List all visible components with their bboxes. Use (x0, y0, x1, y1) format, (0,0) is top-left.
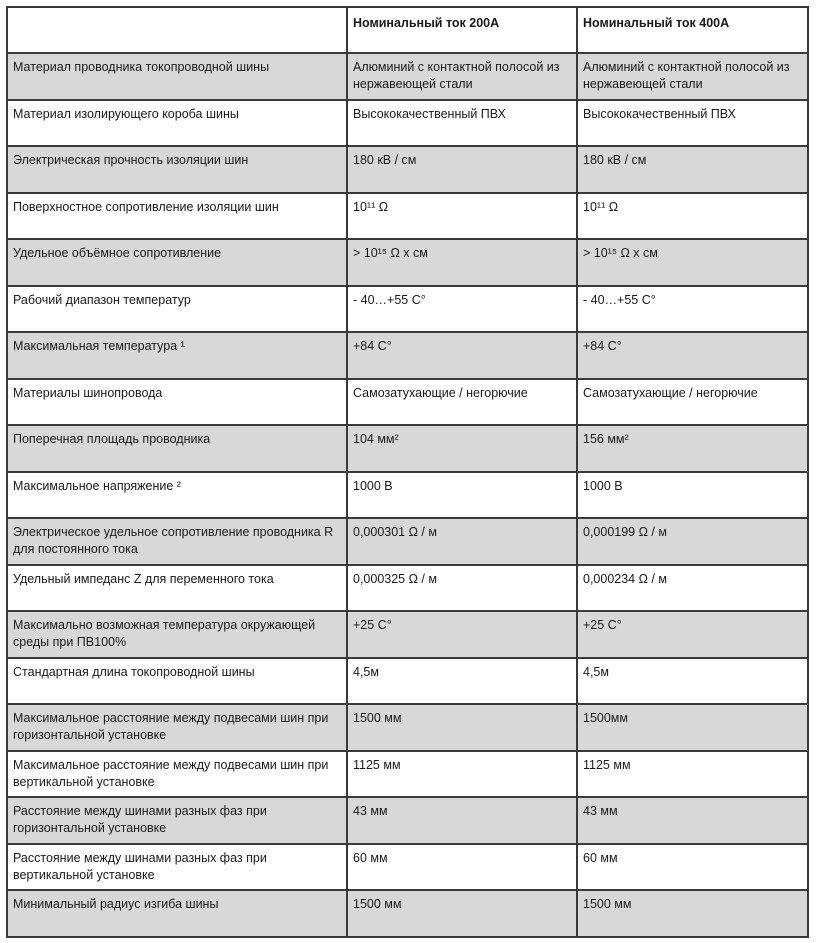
table-header-row (7, 7, 808, 53)
value-400a-cell: 1125 мм (577, 751, 808, 798)
parameter-cell: Электрическая прочность изоляции шин (7, 146, 347, 193)
value-200a-cell: Алюминий с контактной полосой из нержавеющей стали (347, 53, 577, 100)
parameter-cell: Электрическое удельное сопротивление проводника R для постоянного тока (7, 518, 347, 565)
parameter-cell: Максимально возможная температура окружающей среды при ПВ100% (7, 611, 347, 658)
value-200a-cell: 180 кВ / см (347, 146, 577, 193)
parameter-cell: Расстояние между шинами разных фаз при вертикальной установке (7, 844, 347, 891)
value-400a-cell: Высококачественный ПВХ (577, 100, 808, 147)
table-row (7, 146, 808, 193)
table-row (7, 53, 808, 100)
value-400a-cell: +84 С° (577, 332, 808, 379)
parameter-cell: Материал проводника токопроводной шины (7, 53, 347, 100)
table-row (7, 658, 808, 705)
table-row (7, 565, 808, 612)
table-body (7, 53, 808, 937)
specifications-table (6, 6, 809, 938)
value-400a-cell: 60 мм (577, 844, 808, 891)
table-row (7, 611, 808, 658)
value-400a-cell: > 10¹⁵ Ω x см (577, 239, 808, 286)
table-row (7, 518, 808, 565)
value-400a-cell: 1500мм (577, 704, 808, 751)
table-row (7, 890, 808, 937)
value-200a-cell: 0,000325 Ω / м (347, 565, 577, 612)
parameter-cell: Удельное объёмное сопротивление (7, 239, 347, 286)
value-200a-cell: 60 мм (347, 844, 577, 891)
value-200a-cell: 1125 мм (347, 751, 577, 798)
table-row (7, 797, 808, 844)
table-row (7, 751, 808, 798)
value-400a-cell: +25 С° (577, 611, 808, 658)
table-row (7, 332, 808, 379)
value-400a-cell: 0,000234 Ω / м (577, 565, 808, 612)
value-400a-cell: 1500 мм (577, 890, 808, 937)
parameter-cell: Максимальное расстояние между подвесами шин при горизонтальной установке (7, 704, 347, 751)
value-400a-cell: - 40…+55 С° (577, 286, 808, 333)
value-200a-cell: +84 С° (347, 332, 577, 379)
parameter-cell: Расстояние между шинами разных фаз при горизонтальной установке (7, 797, 347, 844)
value-400a-cell: 4,5м (577, 658, 808, 705)
table-row (7, 239, 808, 286)
parameter-cell: Материалы шинопровода (7, 379, 347, 426)
table-row (7, 193, 808, 240)
header-parameter (7, 7, 347, 53)
table-row (7, 286, 808, 333)
header-current-400a: Номинальный ток 400А (577, 7, 808, 53)
value-200a-cell: 0,000301 Ω / м (347, 518, 577, 565)
parameter-cell: Максимальное расстояние между подвесами шин при вертикальной установке (7, 751, 347, 798)
value-400a-cell: Самозатухающие / негорючие (577, 379, 808, 426)
parameter-cell: Материал изолирующего короба шины (7, 100, 347, 147)
table-row (7, 425, 808, 472)
table-row (7, 472, 808, 519)
value-200a-cell: > 10¹⁵ Ω x см (347, 239, 577, 286)
value-200a-cell: Высококачественный ПВХ (347, 100, 577, 147)
value-200a-cell: 43 мм (347, 797, 577, 844)
value-200a-cell: +25 С° (347, 611, 577, 658)
parameter-cell: Поверхностное сопротивление изоляции шин (7, 193, 347, 240)
value-200a-cell: 1000 В (347, 472, 577, 519)
parameter-cell: Удельный импеданс Z для переменного тока (7, 565, 347, 612)
parameter-cell: Рабочий диапазон температур (7, 286, 347, 333)
value-400a-cell: 180 кВ / см (577, 146, 808, 193)
value-200a-cell: 1500 мм (347, 704, 577, 751)
value-200a-cell: - 40…+55 С° (347, 286, 577, 333)
table-row (7, 844, 808, 891)
table-row (7, 100, 808, 147)
value-400a-cell: 10¹¹ Ω (577, 193, 808, 240)
value-200a-cell: 104 мм² (347, 425, 577, 472)
value-400a-cell: 156 мм² (577, 425, 808, 472)
parameter-cell: Минимальный радиус изгиба шины (7, 890, 347, 937)
value-400a-cell: Алюминий с контактной полосой из нержавеющей стали (577, 53, 808, 100)
value-200a-cell: 1500 мм (347, 890, 577, 937)
value-400a-cell: 1000 В (577, 472, 808, 519)
parameter-cell: Поперечная площадь проводника (7, 425, 347, 472)
parameter-cell: Максимальное напряжение ² (7, 472, 347, 519)
header-current-200a: Номинальный ток 200А (347, 7, 577, 53)
parameter-cell: Стандартная длина токопроводной шины (7, 658, 347, 705)
value-200a-cell: Самозатухающие / негорючие (347, 379, 577, 426)
parameter-cell: Максимальная температура ¹ (7, 332, 347, 379)
table-row (7, 704, 808, 751)
table-row (7, 379, 808, 426)
value-400a-cell: 43 мм (577, 797, 808, 844)
value-400a-cell: 0,000199 Ω / м (577, 518, 808, 565)
value-200a-cell: 10¹¹ Ω (347, 193, 577, 240)
value-200a-cell: 4,5м (347, 658, 577, 705)
